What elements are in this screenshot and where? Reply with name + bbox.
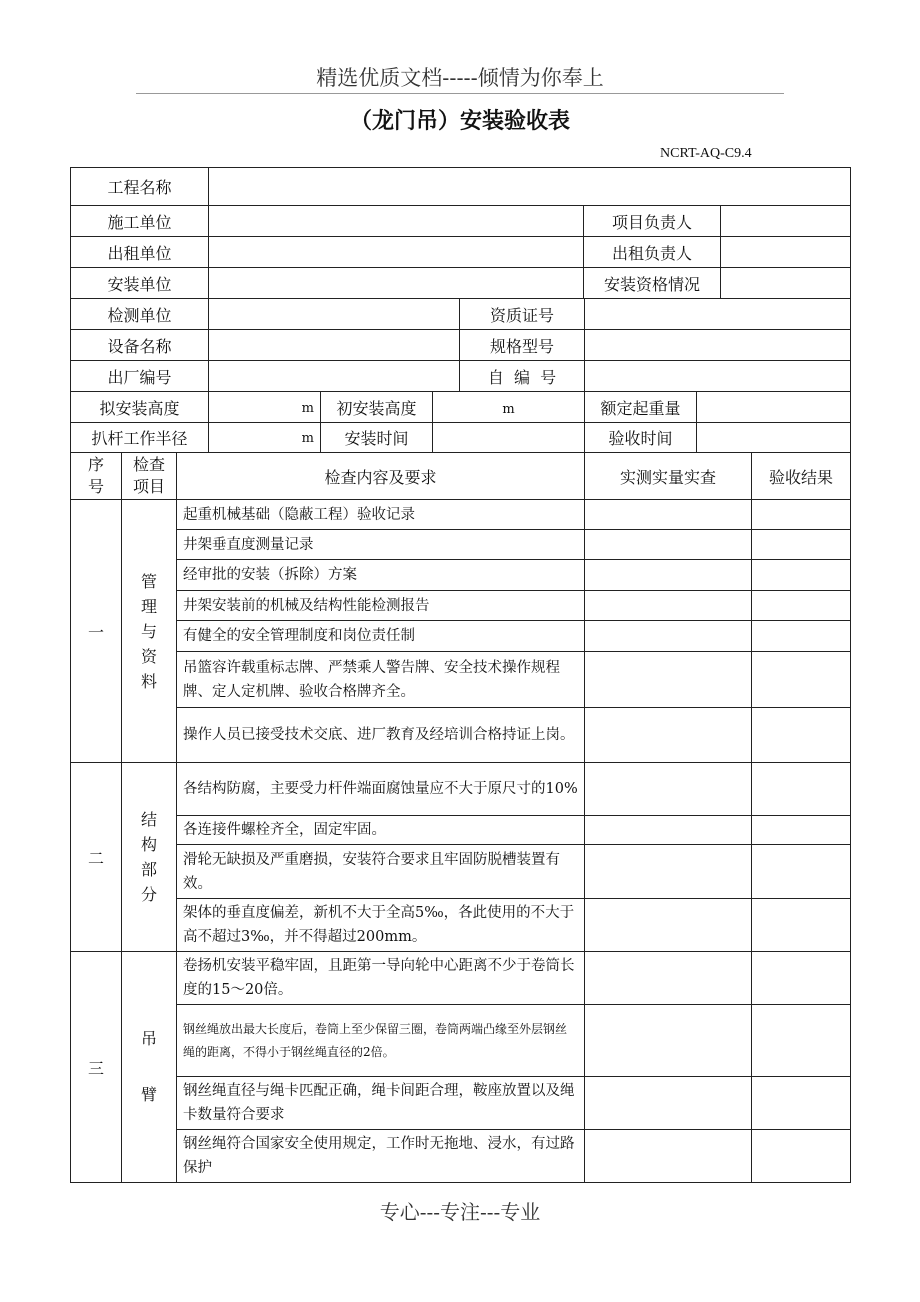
label-rated-load: 额定起重量 bbox=[585, 392, 697, 423]
table-row bbox=[71, 500, 851, 530]
label-install-unit: 安装单位 bbox=[71, 268, 209, 299]
category-char: 部 bbox=[140, 860, 157, 879]
table-row bbox=[71, 899, 851, 952]
label-construction-unit: 施工单位 bbox=[71, 206, 209, 237]
result-cell[interactable] bbox=[752, 591, 851, 621]
measure-cell[interactable] bbox=[585, 1077, 752, 1130]
label-accept-time: 验收时间 bbox=[585, 423, 697, 453]
label-factory-no: 出厂编号 bbox=[71, 361, 209, 392]
measure-cell[interactable] bbox=[585, 763, 752, 816]
result-cell[interactable] bbox=[752, 621, 851, 652]
field-rated-load[interactable] bbox=[697, 392, 851, 423]
result-cell[interactable] bbox=[752, 1005, 851, 1077]
section-seq: 一 bbox=[71, 500, 122, 763]
measure-cell[interactable] bbox=[585, 621, 752, 652]
header-item-line1: 检查 bbox=[132, 455, 165, 474]
check-header-row bbox=[71, 453, 851, 500]
measure-cell[interactable] bbox=[585, 816, 752, 845]
label-install-time: 安装时间 bbox=[321, 423, 433, 453]
info-table-2 bbox=[70, 298, 851, 392]
field-inspection-unit[interactable] bbox=[209, 299, 460, 330]
result-cell[interactable] bbox=[752, 708, 851, 763]
section-seq: 三 bbox=[71, 952, 122, 1183]
measure-cell[interactable] bbox=[585, 845, 752, 899]
table-row bbox=[71, 621, 851, 652]
header-result: 验收结果 bbox=[752, 453, 851, 500]
check-item: 卷扬机安装平稳牢固，且距第一导向轮中心距离不少于卷筒长度的15～20倍。 bbox=[177, 952, 585, 1005]
result-cell[interactable] bbox=[752, 899, 851, 952]
field-lessor-leader[interactable] bbox=[721, 237, 851, 268]
label-install-qualification: 安装资格情况 bbox=[584, 268, 721, 299]
check-item: 有健全的安全管理制度和岗位责任制 bbox=[177, 621, 585, 652]
document-code: NCRT-AQ-C9.4 bbox=[660, 146, 752, 161]
table-row bbox=[71, 1005, 851, 1077]
field-model-spec[interactable] bbox=[585, 330, 851, 361]
result-cell[interactable] bbox=[752, 763, 851, 816]
field-project-leader[interactable] bbox=[721, 206, 851, 237]
info-table bbox=[70, 167, 851, 299]
result-cell[interactable] bbox=[752, 500, 851, 530]
label-boom-radius: 扒杆工作半径 bbox=[71, 423, 209, 453]
category-char: 与 bbox=[140, 621, 157, 641]
table-row bbox=[71, 530, 851, 560]
table-row bbox=[71, 816, 851, 845]
header-seq bbox=[71, 453, 122, 500]
table-row bbox=[71, 952, 851, 1005]
field-accept-time[interactable] bbox=[697, 423, 851, 453]
table-row bbox=[71, 1130, 851, 1183]
check-item: 钢丝绳符合国家安全使用规定，工作时无拖地、浸水，有过路保护 bbox=[177, 1130, 585, 1183]
check-table bbox=[70, 452, 851, 1183]
result-cell[interactable] bbox=[752, 1077, 851, 1130]
table-row bbox=[71, 591, 851, 621]
header-seq-line2: 号 bbox=[87, 477, 104, 496]
label-qualification-no: 资质证号 bbox=[460, 299, 585, 330]
header-item-line2: 项目 bbox=[132, 477, 165, 496]
check-item: 滑轮无缺损及严重磨损，安装符合要求且牢固防脱槽装置有效。 bbox=[177, 845, 585, 899]
field-initial-height[interactable] bbox=[433, 392, 585, 423]
label-model-spec: 规格型号 bbox=[460, 330, 585, 361]
result-cell[interactable] bbox=[752, 816, 851, 845]
field-install-qualification[interactable] bbox=[721, 268, 851, 299]
result-cell[interactable] bbox=[752, 1130, 851, 1183]
check-item: 经审批的安装（拆除）方案 bbox=[177, 560, 585, 591]
check-item: 钢丝绳直径与绳卡匹配正确，绳卡间距合理，鞍座放置以及绳卡数量符合要求 bbox=[177, 1077, 585, 1130]
header-measure: 实测实量实查 bbox=[585, 453, 752, 500]
field-construction-unit[interactable] bbox=[209, 206, 584, 237]
measure-cell[interactable] bbox=[585, 560, 752, 591]
field-qualification-no[interactable] bbox=[585, 299, 851, 330]
label-initial-height: 初安装高度 bbox=[321, 392, 433, 423]
measure-cell[interactable] bbox=[585, 899, 752, 952]
result-cell[interactable] bbox=[752, 530, 851, 560]
result-cell[interactable] bbox=[752, 652, 851, 708]
category-char: 臂 bbox=[140, 1085, 157, 1104]
field-project-name[interactable] bbox=[209, 168, 851, 206]
category-char: 分 bbox=[140, 885, 157, 904]
check-item: 起重机械基础（隐蔽工程）验收记录 bbox=[177, 500, 585, 530]
result-cell[interactable] bbox=[752, 845, 851, 899]
measure-cell[interactable] bbox=[585, 500, 752, 530]
category-gap bbox=[122, 1053, 176, 1081]
category-char: 理 bbox=[140, 596, 157, 616]
document-title: （龙门吊）安装验收表 bbox=[349, 109, 570, 134]
header-divider bbox=[136, 93, 784, 94]
table-row bbox=[71, 560, 851, 591]
table-row bbox=[71, 845, 851, 899]
info-table-3 bbox=[70, 391, 851, 453]
label-self-no: 自 编 号 bbox=[460, 361, 585, 392]
table-row bbox=[71, 763, 851, 816]
header-seq-line1: 序 bbox=[87, 455, 104, 474]
field-self-no[interactable] bbox=[585, 361, 851, 392]
field-install-unit[interactable] bbox=[209, 268, 584, 299]
check-item: 井架安装前的机械及结构性能检测报告 bbox=[177, 591, 585, 621]
table-row bbox=[71, 1077, 851, 1130]
field-equipment-name[interactable] bbox=[209, 330, 460, 361]
result-cell[interactable] bbox=[752, 560, 851, 591]
check-item: 钢丝绳放出最大长度后，卷筒上至少保留三圈，卷筒两端凸缘至外层钢丝绳的距离，不得小于钢丝绳直径的2倍。 bbox=[177, 1005, 585, 1077]
measure-cell[interactable] bbox=[585, 591, 752, 621]
label-lessor-unit: 出租单位 bbox=[71, 237, 209, 268]
table-row bbox=[71, 708, 851, 763]
result-cell[interactable] bbox=[752, 952, 851, 1005]
field-boom-radius[interactable] bbox=[209, 423, 321, 453]
check-item: 各连接件螺栓齐全，固定牢固。 bbox=[177, 816, 585, 845]
category-char: 结 bbox=[140, 810, 157, 829]
label-project-name: 工程名称 bbox=[71, 168, 209, 206]
check-item: 各结构防腐，主要受力杆件端面腐蚀量应不大于原尺寸的10% bbox=[177, 763, 585, 816]
category-char: 资 bbox=[140, 646, 157, 666]
section-category bbox=[122, 763, 177, 952]
field-factory-no[interactable] bbox=[209, 361, 460, 392]
category-char: 料 bbox=[140, 671, 157, 691]
label-equipment-name: 设备名称 bbox=[71, 330, 209, 361]
section-seq: 二 bbox=[71, 763, 122, 952]
table-row bbox=[71, 652, 851, 708]
check-item: 架体的垂直度偏差，新机不大于全高5‰，各此使用的不大于高不超过3‰，并不得超过200mm。 bbox=[177, 899, 585, 952]
header-item bbox=[122, 453, 177, 500]
category-char: 管 bbox=[140, 571, 157, 591]
label-lessor-leader: 出租负责人 bbox=[584, 237, 721, 268]
measure-cell[interactable] bbox=[585, 530, 752, 560]
check-item: 操作人员已接受技术交底、进厂教育及经培训合格持证上岗。 bbox=[177, 708, 585, 763]
measure-cell[interactable] bbox=[585, 952, 752, 1005]
header-content: 检查内容及要求 bbox=[177, 453, 585, 500]
label-inspection-unit: 检测单位 bbox=[71, 299, 209, 330]
section-category bbox=[122, 500, 177, 763]
measure-cell[interactable] bbox=[585, 1130, 752, 1183]
unit-m: m bbox=[301, 400, 314, 416]
measure-cell[interactable] bbox=[585, 652, 752, 708]
field-planned-height[interactable] bbox=[209, 392, 321, 423]
page-footer: 专心---专注---专业 bbox=[379, 1200, 541, 1224]
category-char: 构 bbox=[140, 835, 157, 854]
check-item: 吊篮容许载重标志牌、严禁乘人警告牌、安全技术操作规程牌、定人定机牌、验收合格牌齐全。 bbox=[177, 652, 585, 708]
label-planned-height: 拟安装高度 bbox=[71, 392, 209, 423]
section-category bbox=[122, 952, 177, 1183]
category-char: 吊 bbox=[140, 1029, 157, 1048]
page-header: 精选优质文档-----倾情为你奉上 bbox=[316, 66, 604, 90]
measure-cell[interactable] bbox=[585, 708, 752, 763]
field-install-time[interactable] bbox=[433, 423, 585, 453]
field-lessor-unit[interactable] bbox=[209, 237, 584, 268]
unit-m: m bbox=[301, 431, 314, 446]
label-project-leader: 项目负责人 bbox=[584, 206, 721, 237]
check-item: 井架垂直度测量记录 bbox=[177, 530, 585, 560]
unit-m: m bbox=[502, 401, 515, 417]
measure-cell[interactable] bbox=[585, 1005, 752, 1077]
